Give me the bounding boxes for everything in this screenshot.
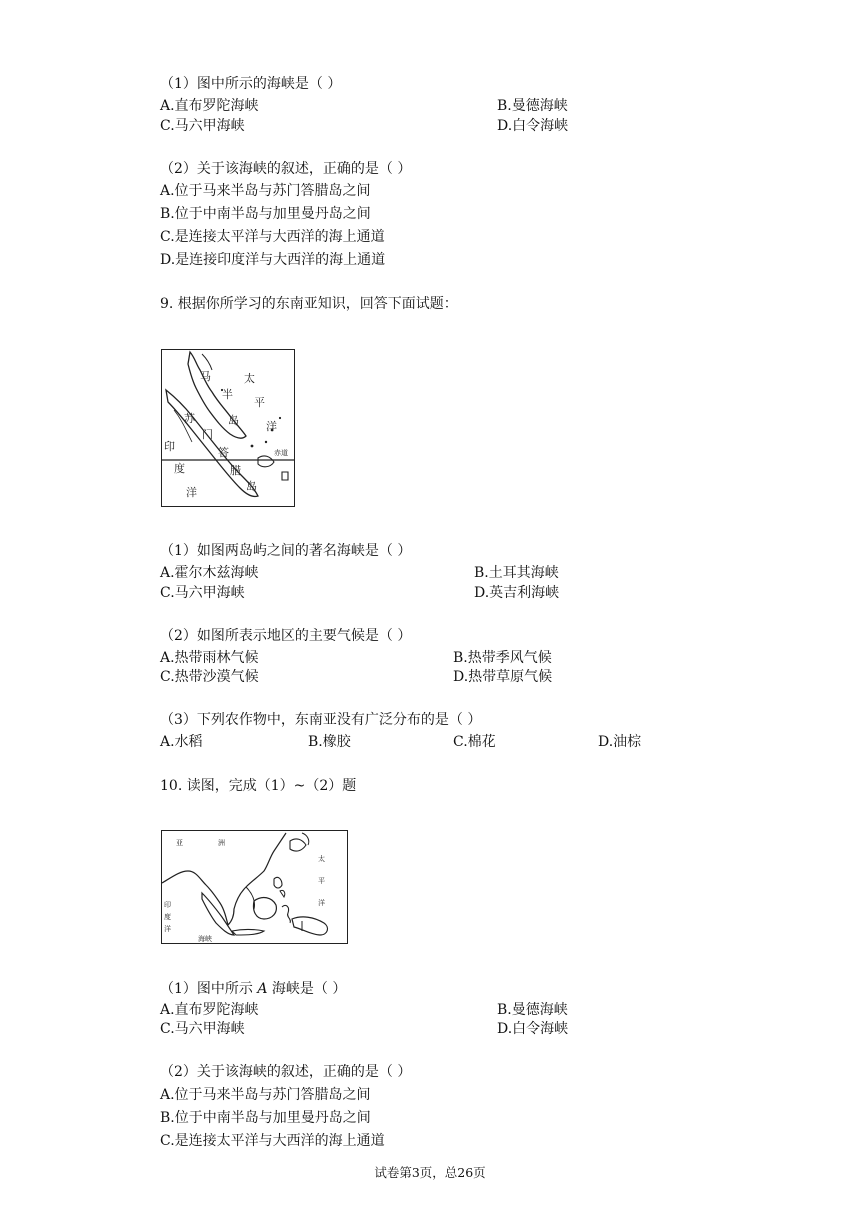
map-label: 印 (164, 901, 171, 909)
map-label: 平 (254, 396, 265, 409)
option-a: A.水稻 (160, 734, 203, 750)
option-b: B.土耳其海峡 (474, 565, 559, 581)
map-label: 腊 (230, 464, 241, 477)
map-label: 答 (218, 446, 229, 459)
map-label: 太 (318, 855, 325, 863)
option-d: D.白令海峡 (497, 118, 569, 134)
question-stem: （2）关于该海峡的叙述，正确的是（ ） (160, 1064, 412, 1080)
option-b: B.曼德海峡 (497, 1002, 568, 1018)
map-label: 半 (222, 388, 233, 401)
map-label: 太 (244, 372, 255, 385)
question-stem: （3）下列农作物中，东南亚没有广泛分布的是（ ） (160, 712, 482, 728)
map-label: 洋 (318, 899, 325, 907)
option-a: A.霍尔木兹海峡 (160, 565, 259, 581)
option-d: D.热带草原气候 (453, 669, 553, 685)
southeast-asia-map (161, 349, 295, 507)
option-a: A.直布罗陀海峡 (160, 98, 259, 114)
option-d: D.白令海峡 (497, 1021, 569, 1037)
option-b: B.热带季风气候 (453, 650, 552, 666)
option-a: A.位于马来半岛与苏门答腊岛之间 (160, 183, 371, 199)
map-label: 洋 (164, 925, 171, 933)
map-label: 岛 (228, 414, 239, 427)
option-a: A.热带雨林气候 (160, 650, 259, 666)
option-c: C.是连接太平洋与大西洋的海上通道 (160, 229, 385, 245)
page-footer: 试卷第3页，总26页 (374, 1165, 486, 1180)
option-d: D.油棕 (598, 734, 642, 750)
strait-label: 海峡 (198, 935, 212, 943)
question-stem (160, 980, 346, 998)
option-d: D.英吉利海峡 (474, 585, 560, 601)
option-a: A.直布罗陀海峡 (160, 1002, 259, 1018)
map-label: 洋 (266, 420, 277, 433)
stem-suffix: 海峡是（ ） (267, 981, 347, 997)
option-c: C.马六甲海峡 (160, 585, 245, 601)
option-a: A.位于马来半岛与苏门答腊岛之间 (160, 1087, 371, 1103)
question-stem: （1）如图两岛屿之间的著名海峡是（ ） (160, 543, 412, 559)
option-b: B.橡胶 (308, 734, 351, 750)
map-label: 岛 (246, 480, 257, 493)
option-c: C.棉花 (453, 734, 496, 750)
stem-a-italic: A (257, 981, 268, 997)
option-c: C.热带沙漠气候 (160, 669, 259, 685)
question-stem: （2）如图所表示地区的主要气候是（ ） (160, 628, 412, 644)
southeast-asia-strait-map (161, 830, 348, 944)
option-b: B.位于中南半岛与加里曼丹岛之间 (160, 206, 371, 222)
map-label: 度 (164, 913, 171, 921)
question-stem: （2）关于该海峡的叙述，正确的是（ ） (160, 161, 412, 177)
map-label: 亚 (176, 839, 183, 847)
map-label: 度 (174, 462, 185, 475)
stem-prefix: （1）图中所示 (160, 981, 258, 997)
option-d: D.是连接印度洋与大西洋的海上通道 (160, 252, 386, 268)
map-label: 马 (200, 370, 211, 383)
map-label: 苏 (184, 412, 195, 425)
option-c: C.马六甲海峡 (160, 1021, 245, 1037)
option-b: B.位于中南半岛与加里曼丹岛之间 (160, 1110, 371, 1126)
map-label: 印 (164, 440, 175, 453)
map-label: 平 (318, 877, 325, 885)
question-10-title: 10. 读图，完成（1）~（2）题 (160, 778, 357, 794)
map-label: 洲 (218, 839, 225, 847)
map-label: 洋 (186, 486, 197, 499)
question-stem: （1）图中所示的海峡是（ ） (160, 76, 342, 92)
option-b: B.曼德海峡 (497, 98, 568, 114)
option-c: C.是连接太平洋与大西洋的海上通道 (160, 1133, 385, 1149)
option-c: C.马六甲海峡 (160, 118, 245, 134)
question-9-title: 9. 根据你所学习的东南亚知识，回答下面试题： (160, 296, 458, 312)
map-label: 门 (202, 428, 213, 441)
equator-label: 赤道 (274, 449, 288, 457)
